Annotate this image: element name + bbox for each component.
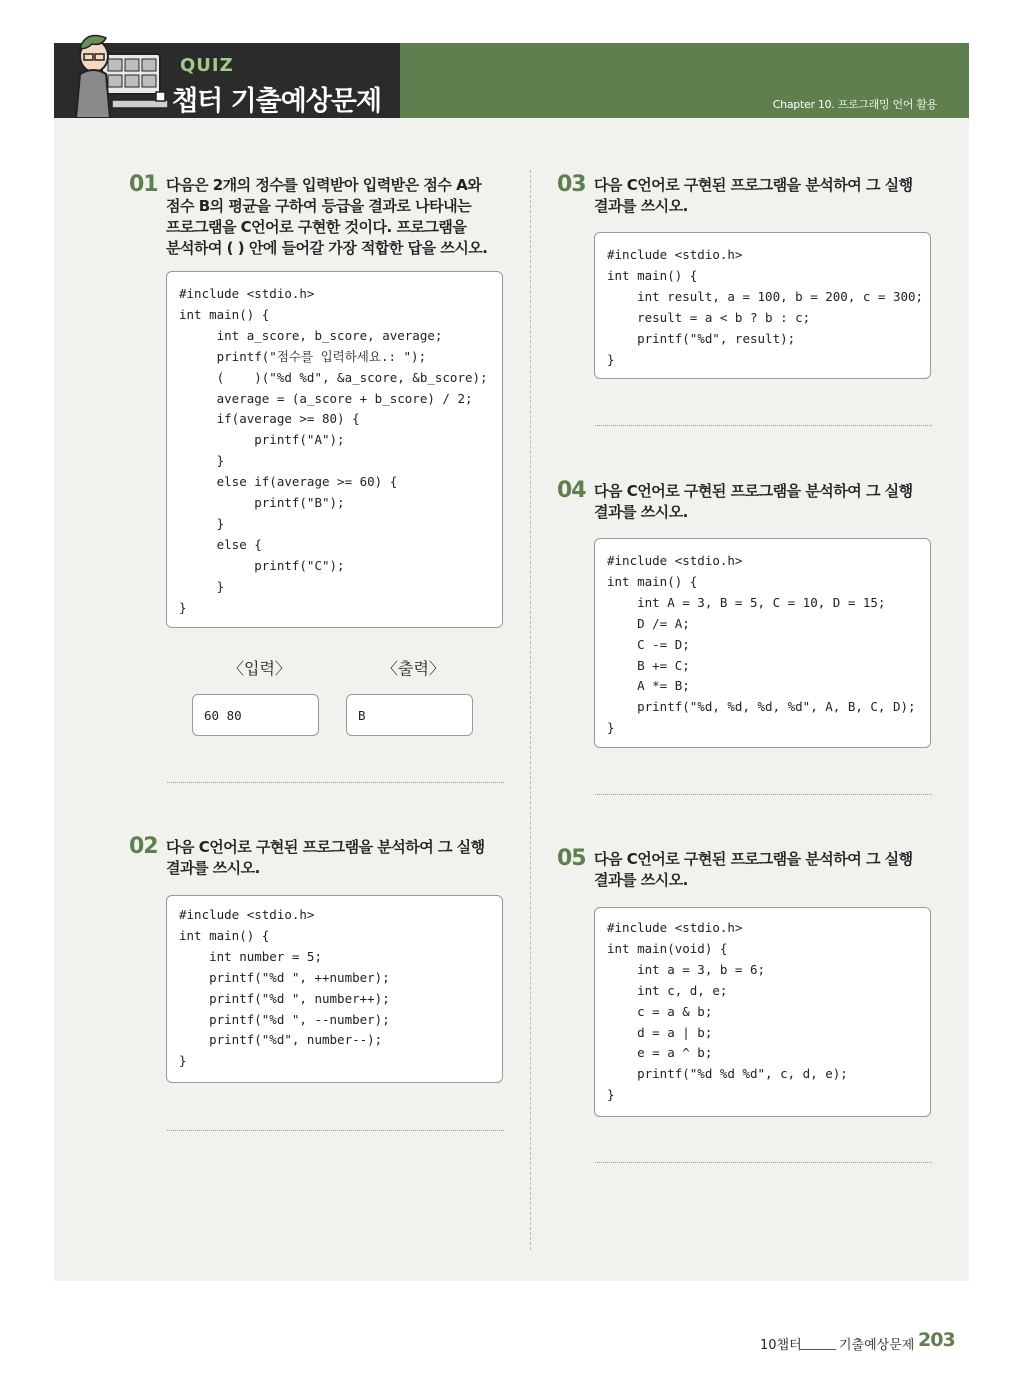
output-label: 〈출력〉 [382, 659, 445, 678]
input-label: 〈입력〉 [228, 659, 291, 678]
column-divider [530, 170, 531, 1250]
question-05-number: 05 [557, 846, 586, 871]
question-04-code-box [594, 538, 931, 748]
question-01-code: #include <stdio.h> int main() { int a_score, b_score, average; printf("점수를 입력하세요.: "); ( )("%d %d", &a_score, &b_score); average = (a_score + b_score) / 2; if(average >= 80) { printf("A"); } else if(average >= 60) { printf("B"); } else { printf("C"); } } [179, 286, 488, 615]
page-title: 챕터 기출예상문제 [172, 86, 382, 117]
input-box: 60 80 [192, 694, 319, 736]
question-05-text: 다음 C언어로 구현된 프로그램을 분석하여 그 실행 결과를 쓰시오. [594, 850, 913, 889]
footer-title: 기출예상문제 [839, 1338, 915, 1353]
question-02-number: 02 [129, 834, 158, 859]
question-02-text: 다음 C언어로 구현된 프로그램을 분석하여 그 실행 결과를 쓰시오. [166, 838, 485, 877]
footer-separator-line [800, 1349, 836, 1350]
answer-line-05 [595, 1162, 932, 1163]
question-04-code: #include <stdio.h> int main() { int A = 3, B = 5, C = 10, D = 15; D /= A; C -= D; B += C; A *= B; printf("%d, %d, %d, %d", A, B, C, D); } [607, 553, 916, 736]
question-03-code-box [594, 232, 931, 379]
question-04-text: 다음 C언어로 구현된 프로그램을 분석하여 그 실행 결과를 쓰시오. [594, 482, 913, 521]
quiz-label: QUIZ [180, 55, 234, 76]
footer-chapter: 10챕터 [760, 1338, 802, 1353]
question-01-number: 01 [129, 172, 158, 197]
question-03-number: 03 [557, 172, 586, 197]
question-01-text: 다음은 2개의 정수를 입력받아 입력받은 점수 A와 점수 B의 평균을 구하여 등급을 결과로 나타내는 프로그램을 C언어로 구현한 것이다. 프로그램을 분석하여 ( ) 안에 들어갈 가장 적합한 답을 쓰시오. [166, 176, 488, 257]
question-05-code-box [594, 907, 931, 1117]
question-04-number: 04 [557, 478, 586, 503]
question-01-code-box [166, 271, 503, 628]
answer-line-04 [595, 794, 932, 795]
answer-line-02 [167, 1130, 504, 1131]
output-box: B [346, 694, 473, 736]
answer-line-01 [167, 782, 504, 783]
question-02-code: #include <stdio.h> int main() { int number = 5; printf("%d ", ++number); printf("%d ", number++); printf("%d ", --number); printf("%d", number--); } [179, 907, 390, 1069]
question-05-code: #include <stdio.h> int main(void) { int a = 3, b = 6; int c, d, e; c = a & b; d = a | b; e = a ^ b; printf("%d %d %d", c, d, e); } [607, 920, 848, 1103]
question-03-code: #include <stdio.h> int main() { int result, a = 100, b = 200, c = 300; result = a < b ? b : c; printf("%d", result); } [607, 247, 924, 367]
chapter-label: Chapter 10. 프로그래밍 언어 활용 [772, 98, 937, 111]
question-03-text: 다음 C언어로 구현된 프로그램을 분석하여 그 실행 결과를 쓰시오. [594, 176, 913, 215]
answer-line-03 [595, 425, 932, 426]
page-number: 203 [918, 1329, 955, 1351]
mascot-illustration [72, 26, 172, 118]
question-02-code-box [166, 895, 503, 1083]
